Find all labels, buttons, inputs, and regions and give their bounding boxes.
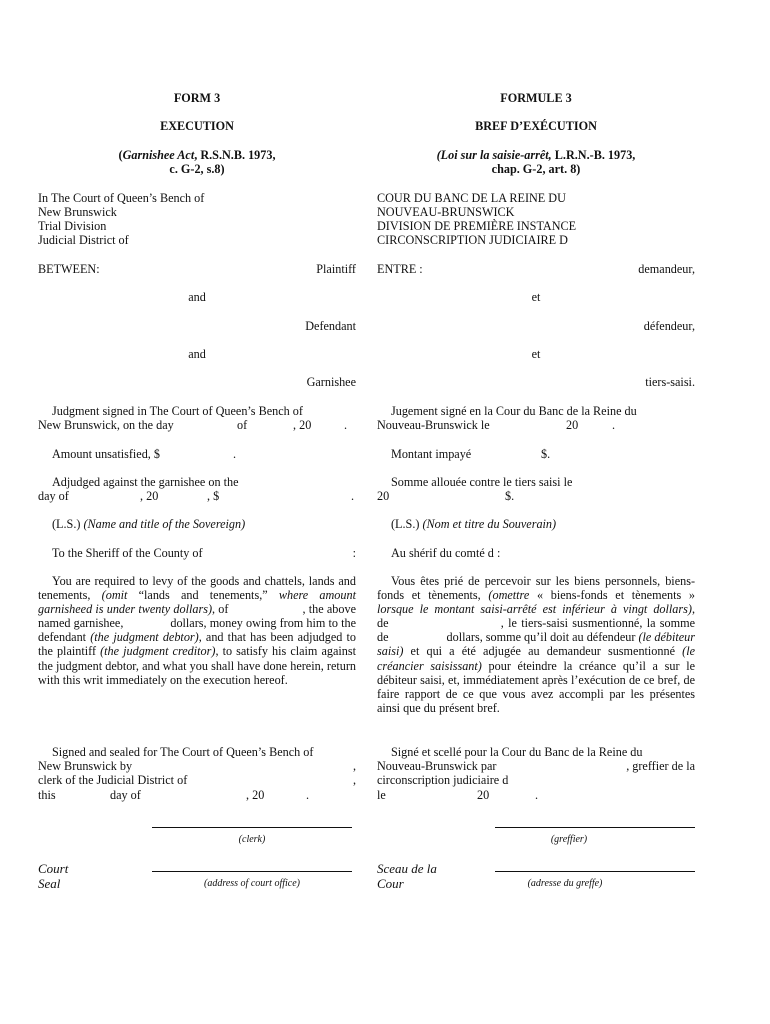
form-number: FORM 3	[173, 91, 221, 105]
between-label: BETWEEN:	[38, 262, 100, 276]
and-label: and	[188, 290, 206, 304]
address-line	[152, 871, 352, 872]
adjudged-line: Somme allouée contre le tiers saisi le	[391, 475, 573, 489]
clerk-caption: (clerk)	[238, 834, 266, 845]
and-label: and	[188, 347, 206, 361]
court-heading: In The Court of Queen’s Bench of New Brunswick Trial Division Judicial District of	[38, 191, 205, 247]
plaintiff-label: Plaintiff	[316, 262, 356, 276]
act-citation: (Loi sur la saisie-arrêt, L.R.N.-B. 1973, chap. G-2, art. 8)	[436, 148, 636, 176]
seal-sovereign: (L.S.) (Name and title of the Sovereign)	[52, 517, 246, 531]
signed-sealed: Signed and sealed for The Court of Queen’s Bench of	[52, 745, 314, 759]
clerk-caption: (greffier)	[550, 834, 588, 845]
signed-sealed: Signé et scellé pour la Cour du Banc de la Reine du	[391, 745, 643, 759]
clerk-signature-line	[152, 827, 352, 828]
act-name: Garnishee Act	[122, 148, 195, 162]
form-number: FORMULE 3	[500, 91, 572, 105]
court-seal: Sceau de la Cour	[377, 861, 437, 891]
adjudged-line: Adjudged against the garnishee on the	[52, 475, 239, 489]
sheriff-address: Au shérif du comté d :	[391, 546, 501, 560]
between-label: ENTRE :	[377, 262, 423, 276]
writ-body: Vous êtes prié de percevoir sur les biens personnels, biens-fonds et tènements, (omettre « biens-fonds et tènements » lorsque le montant saisi-arrêté est inférieur à vingt dollars), de , le tiers-saisi susmentionné, la somme de dollars, somme qu’il doit au défendeur (le débiteur saisi) et qui a été adjugée au demandeur susmentionné (le créancier saisissant) pour éteindre la créance qu’il a sur le débiteur saisi, et, immédiatement après l’exécution de ce bref, de faire rapport de ce que vous avez accompli par les présentes ainsi que du présent bref.	[377, 574, 696, 715]
defendant-label: Defendant	[305, 319, 356, 333]
garnishee-label: tiers-saisi.	[645, 375, 695, 389]
seal-sovereign: (L.S.) (Nom et titre du Souverain)	[391, 517, 557, 531]
act-citation: (Garnishee Act, R.S.N.B. 1973, c. G-2, s.8)	[118, 148, 276, 176]
court-seal: Court Seal	[38, 861, 69, 891]
and-label: et	[531, 347, 541, 361]
writ-body: You are required to levy of the goods and chattels, lands and tenements, (omit “lands and tenements,” where amount garnisheed is under twenty dollars), of , the above named garnishee, dollars, money owing from him to the defendant (the judgment debtor), and that has been adjudged to the plaintiff (the judgment creditor), to satisfy his claim against the judgment debtor, and what you shall have done herein, return with this writ immediately on the execution hereof.	[38, 574, 357, 687]
amount-unsatisfied: Amount unsatisfied, $	[52, 447, 160, 461]
address-line	[495, 871, 695, 872]
plaintiff-label: demandeur,	[638, 262, 695, 276]
address-caption: (adresse du greffe)	[527, 878, 603, 889]
form-title: EXECUTION	[160, 119, 234, 133]
garnishee-label: Garnishee	[306, 375, 356, 389]
form-title: BREF D’EXÉCUTION	[475, 119, 597, 133]
judgment-line: Jugement signé en la Cour du Banc de la Reine du	[391, 404, 637, 418]
address-caption: (address of court office)	[203, 878, 300, 889]
judgment-date-line: New Brunswick, on the day	[38, 418, 174, 432]
sheriff-address: To the Sheriff of the County of	[52, 546, 203, 560]
judgment-line: Judgment signed in The Court of Queen’s Bench of	[52, 404, 303, 418]
and-label: et	[531, 290, 541, 304]
court-heading: COUR DU BANC DE LA REINE DU NOUVEAU-BRUNSWICK DIVISION DE PREMIÈRE INSTANCE CIRCONSCRIPTION JUDICIAIRE D	[377, 191, 577, 247]
defendant-label: défendeur,	[643, 319, 695, 333]
amount-unpaid: Montant impayé	[391, 447, 472, 461]
clerk-signature-line	[495, 827, 695, 828]
